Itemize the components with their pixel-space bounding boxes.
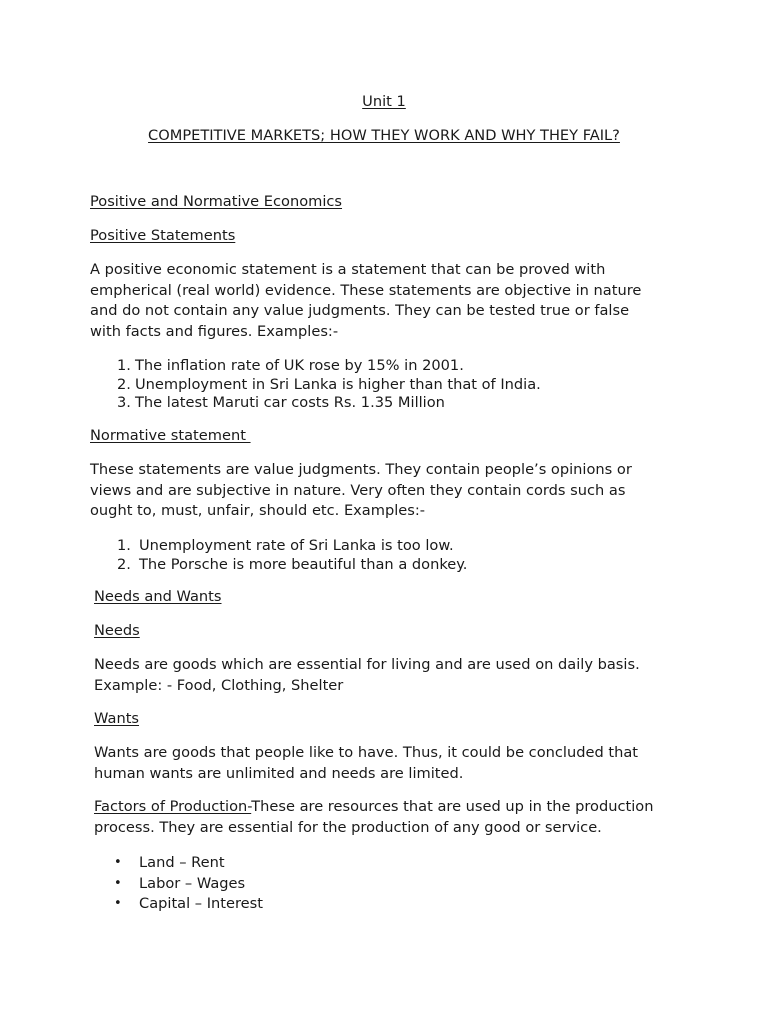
paragraph-line: These statements are value judgments. They contain people’s opinions or xyxy=(90,461,632,478)
factors-heading-text: Factors of Production- xyxy=(94,798,252,815)
factors-list xyxy=(90,853,650,917)
bullet-icon: • xyxy=(114,855,122,870)
paragraph-line: process. They are essential for the production of any good or service. xyxy=(94,818,602,836)
list-text: Capital – Interest xyxy=(139,895,263,912)
wants-heading xyxy=(94,709,690,730)
paragraph-line: A positive economic statement is a statement that can be proved with xyxy=(90,261,606,278)
section-heading-text: Positive and Normative Economics xyxy=(90,193,343,210)
document-title xyxy=(0,126,768,147)
needs-heading xyxy=(94,621,690,642)
needs-heading-text: Needs xyxy=(94,622,140,639)
normative-examples-list xyxy=(117,536,677,576)
unit-heading xyxy=(0,92,768,113)
wants-heading-text: Wants xyxy=(94,710,140,727)
factors-of-production-paragraph xyxy=(94,797,694,838)
paragraph-line: Wants are goods that people like to have. Thus, it could be concluded that xyxy=(94,744,638,761)
list-number: 3. xyxy=(117,394,131,411)
factors-text: These are resources that are used up in the production xyxy=(251,798,654,815)
paragraph-line: views and are subjective in nature. Very often they contain cords such as xyxy=(90,481,626,499)
section-heading-positive-normative xyxy=(90,192,690,213)
positive-heading-text: Positive Statements xyxy=(90,227,236,244)
list-text: Unemployment in Sri Lanka is higher than that of India. xyxy=(135,375,541,393)
list-number: 1. xyxy=(117,357,131,374)
paragraph-line: ought to, must, unfair, should etc. Examples:- xyxy=(90,502,426,519)
document-title-text: COMPETITIVE MARKETS; HOW THEY WORK AND WHY THEY FAIL? xyxy=(148,127,620,144)
normative-statement-heading xyxy=(90,426,690,447)
list-text: The latest Maruti car costs Rs. 1.35 Million xyxy=(135,394,445,411)
needs-paragraph xyxy=(94,655,694,696)
normative-paragraph xyxy=(90,460,690,522)
paragraph-line: human wants are unlimited and needs are limited. xyxy=(94,764,464,782)
needs-wants-heading-text: Needs and Wants xyxy=(94,588,222,605)
positive-statements-heading xyxy=(90,226,690,247)
paragraph-line: Example: - Food, Clothing, Shelter xyxy=(94,676,344,694)
list-text: Unemployment rate of Sri Lanka is too low. xyxy=(139,537,454,554)
positive-examples-list xyxy=(117,356,677,416)
list-number: 2. xyxy=(117,555,131,573)
list-number: 1. xyxy=(117,537,131,554)
bullet-icon: • xyxy=(114,896,122,911)
needs-and-wants-heading xyxy=(94,587,690,608)
paragraph-line: empherical (real world) evidence. These statements are objective in nature xyxy=(90,281,642,299)
paragraph-line: Needs are goods which are essential for living and are used on daily basis. xyxy=(94,656,640,673)
normative-heading-text: Normative statement xyxy=(90,427,251,444)
unit-heading-text: Unit 1 xyxy=(362,93,406,110)
paragraph-line: and do not contain any value judgments. They can be tested true or false xyxy=(90,302,630,319)
positive-paragraph xyxy=(90,260,690,342)
list-text: The inflation rate of UK rose by 15% in 2001. xyxy=(135,357,464,374)
paragraph-line xyxy=(94,797,694,818)
wants-paragraph xyxy=(94,743,690,784)
list-text: The Porsche is more beautiful than a donkey. xyxy=(139,555,468,573)
list-text: Labor – Wages xyxy=(139,874,246,892)
paragraph-line: with facts and figures. Examples:- xyxy=(90,322,339,340)
list-text: Land – Rent xyxy=(139,854,225,871)
bullet-icon: • xyxy=(114,875,122,891)
list-number: 2. xyxy=(117,375,131,393)
